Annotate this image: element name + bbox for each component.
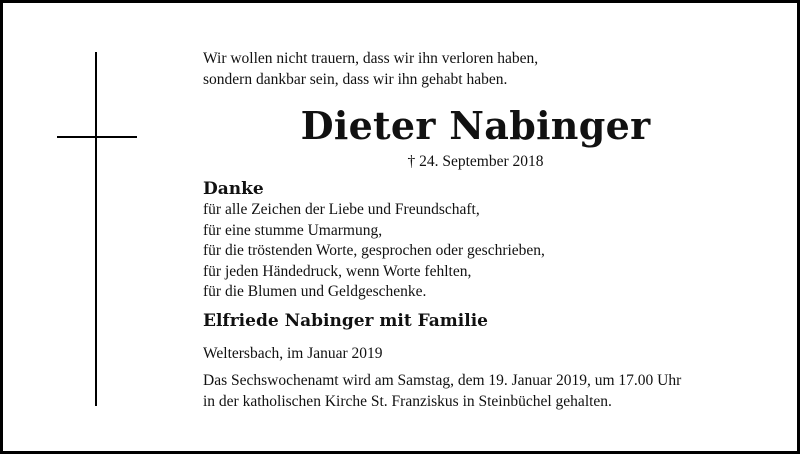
deceased-name: Dieter Nabinger (300, 103, 651, 148)
death-date: † 24. September 2018 (407, 153, 544, 170)
cross-icon-vertical-bar (95, 52, 97, 406)
verse-line: sondern dankbar sein, dass wir ihn gehabt haben. (203, 71, 508, 88)
thanks-heading: Danke (203, 179, 264, 199)
cross-icon-horizontal-bar (57, 136, 137, 138)
thanks-line: für eine stumme Umarmung, (203, 221, 383, 239)
thanks-list (203, 200, 545, 303)
thanks-line: für jeden Händedruck, wenn Worte fehlten, (203, 262, 472, 280)
family-signature: Elfriede Nabinger mit Familie (203, 311, 488, 331)
memorial-verse (203, 48, 538, 90)
service-announcement (203, 371, 681, 412)
thanks-line: für die tröstenden Worte, gesprochen oder geschrieben, (203, 242, 545, 259)
place-and-date: Weltersbach, im Januar 2019 (203, 345, 383, 362)
service-line: Das Sechswochenamt wird am Samstag, dem 19. Januar 2019, um 17.00 Uhr (203, 372, 682, 389)
thanks-line: für alle Zeichen der Liebe und Freundschaft, (203, 201, 480, 218)
service-line: in der katholischen Kirche St. Franziskus in Steinbüchel gehalten. (203, 392, 612, 410)
thanks-line: für die Blumen und Geldgeschenke. (203, 283, 427, 300)
verse-line: Wir wollen nicht trauern, dass wir ihn verloren haben, (203, 50, 539, 67)
